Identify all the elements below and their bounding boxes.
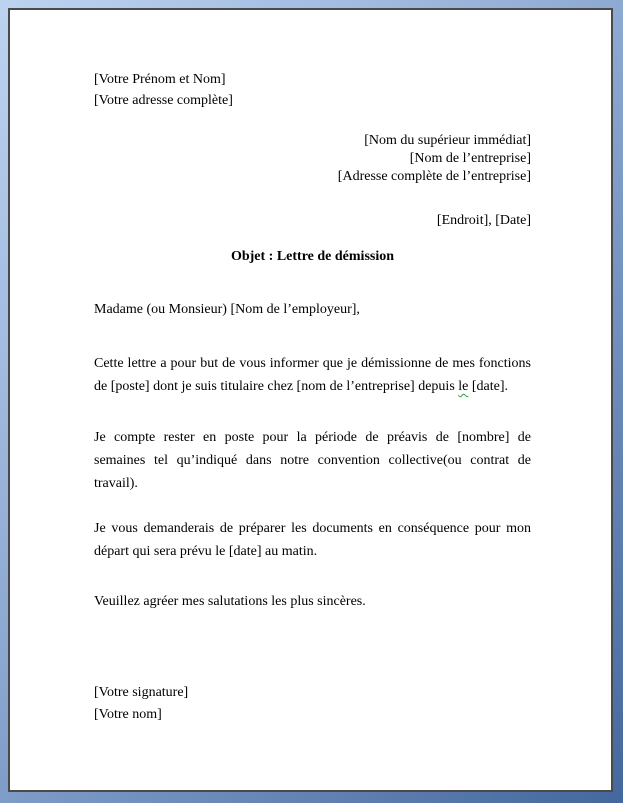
paragraph-line: travail). [94, 476, 138, 491]
salutation-line: Madame (ou Monsieur) [Nom de l’employeur], [94, 302, 360, 317]
place-date-line: [Endroit], [Date] [436, 213, 531, 228]
signature-line: [Votre signature] [94, 685, 189, 700]
recipient-block [94, 132, 531, 186]
body-paragraph-2 [94, 426, 531, 495]
paragraph-line: Cette lettre a pour but de vous informer que je démissionne de mes fonctions [94, 356, 531, 371]
recipient-superior-line: [Nom du supérieur immédiat] [364, 133, 531, 148]
sender-address-line: [Votre adresse complète] [94, 93, 233, 108]
subject-line: Objet : Lettre de démission [230, 249, 395, 264]
closing-line: Veuillez agréer mes salutations les plus sincères. [94, 594, 366, 609]
paragraph-line: départ qui sera prévu le [date] au matin. [94, 544, 318, 559]
name-line: [Votre nom] [94, 707, 162, 722]
paragraph-text: de [poste] dont je suis titulaire chez [nom de l’entreprise] depuis [94, 379, 459, 394]
body-paragraph-1 [94, 352, 531, 398]
signature-block [94, 682, 531, 726]
recipient-address-line: [Adresse complète de l’entreprise] [337, 169, 531, 184]
paragraph-line: Je compte rester en poste pour la période de préavis de [nombre] de [94, 430, 531, 445]
letter-page [8, 8, 613, 792]
sender-name-line: [Votre Prénom et Nom] [94, 72, 226, 87]
paragraph-line: semaines tel qu’indiqué dans notre convention collective(ou contrat de [94, 453, 531, 468]
recipient-company-line: [Nom de l’entreprise] [409, 151, 531, 166]
sender-block [94, 69, 531, 111]
body-paragraph-3 [94, 517, 531, 563]
grammar-flagged-word: le [458, 379, 469, 394]
paragraph-line: Je vous demanderais de préparer les documents en conséquence pour mon [94, 521, 531, 536]
paragraph-line [94, 375, 531, 398]
paragraph-text: [date]. [468, 379, 509, 394]
